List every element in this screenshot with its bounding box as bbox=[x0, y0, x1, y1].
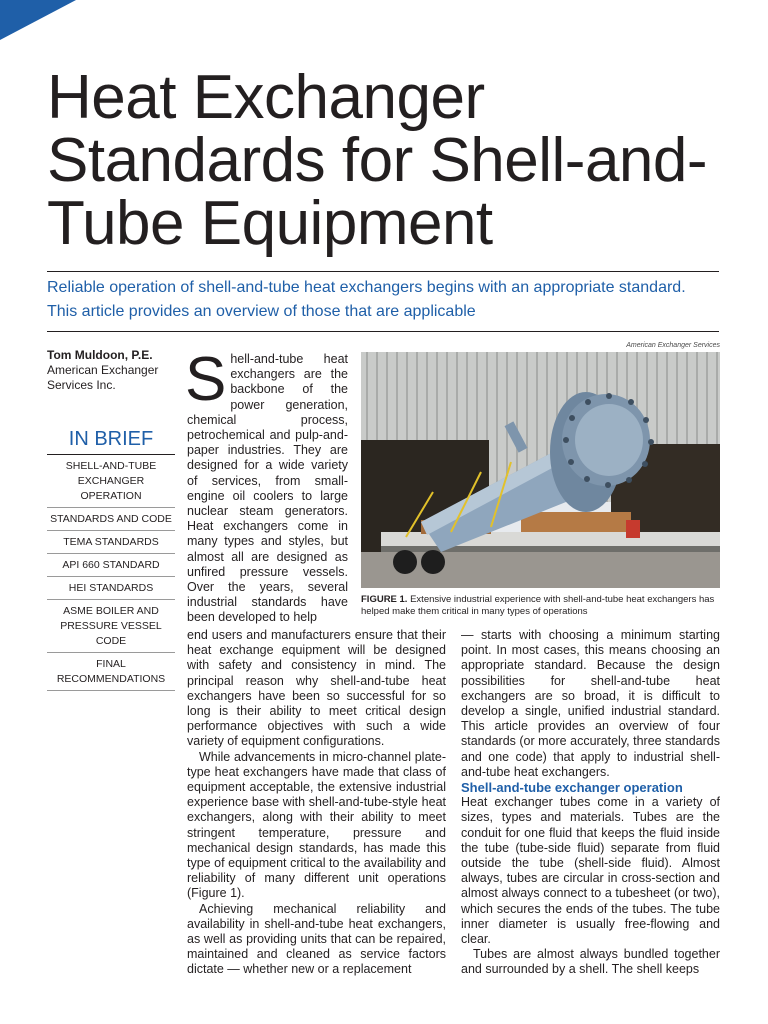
body-column-3 bbox=[461, 628, 720, 978]
author-block bbox=[47, 348, 182, 393]
in-brief-item[interactable]: API 660 STANDARD bbox=[47, 554, 175, 577]
caption-label: FIGURE 1. bbox=[361, 594, 408, 605]
body-paragraph: While advancements in micro-channel plate-type heat exchangers have made that class of equipment acceptable, the extensive industrial experience base with shell-and-tube-style heat exchangers, along with their ability to meet stringent temperature, pressure and mechanical design standards, has made this type of equipment critical to the availability and reliability of many different unit operations (Figure 1). bbox=[187, 749, 446, 901]
figure-caption bbox=[361, 594, 720, 618]
divider-bottom bbox=[47, 331, 719, 332]
in-brief-item[interactable]: FINAL RECOMMENDATIONS bbox=[47, 653, 175, 691]
in-brief-heading: IN BRIEF bbox=[68, 428, 154, 450]
deck-line-1: Reliable operation of shell-and-tube heat exchangers begins with an appropriate standard. bbox=[47, 279, 686, 296]
author-affiliation: American Exchanger Services Inc. bbox=[47, 363, 159, 392]
deck-line-2: This article provides an overview of those that are applicable bbox=[47, 303, 476, 320]
body-column-1 bbox=[185, 345, 348, 626]
body-paragraph: Tubes are almost always bundled together and surrounded by a shell. The shell keeps bbox=[461, 947, 720, 977]
article-deck bbox=[47, 276, 719, 324]
corner-accent bbox=[0, 0, 76, 40]
author-name: Tom Muldoon, P.E. bbox=[47, 348, 153, 362]
divider-top bbox=[47, 271, 719, 272]
section-heading: Shell-and-tube exchanger operation bbox=[461, 780, 683, 796]
body-column-2 bbox=[187, 628, 446, 978]
drop-cap: S bbox=[185, 345, 227, 414]
body-paragraph: — starts with choosing a minimum starting point. In most cases, this means choosing an appropriate standard. Because the design possibilities for shell-and-tube heat exchangers are so broad, it is difficult to develop a single, unified industrial standard. This article provides an overview of four standards (or more accurately, three standards and one code) that apply to industrial shell-and-tube heat exchangers. bbox=[461, 628, 720, 779]
photo-credit: American Exchanger Services bbox=[626, 342, 720, 349]
article-title: Heat Exchanger Standards for Shell-and-Tube Equipment bbox=[47, 63, 708, 258]
heat-exchanger-photo bbox=[361, 352, 720, 588]
figure-photo bbox=[361, 352, 720, 588]
in-brief-item[interactable]: SHELL-AND-TUBE EXCHANGER OPERATION bbox=[47, 455, 175, 508]
body-paragraph: end users and manufacturers ensure that their heat exchange equipment will be designed with safety and consistency in mind. The principal reason why shell-and-tube heat exchangers have been so successful for so long is their ability to meet critical design performance objectives with such a wide variety of equipment configurations. bbox=[187, 628, 446, 749]
body-paragraph: Heat exchanger tubes come in a variety of sizes, types and materials. Tubes are the conduit for one fluid that keeps the fluid inside the tube (tube-side fluid) separate from fluid outside the tube (shell-side fluid). Almost always, tubes are circular in cross-section and almost always connect to a tubesheet (or two), which secures the ends of the tubes. The tube inner diameter is usually free-flowing and clear. bbox=[461, 795, 720, 947]
in-brief-list bbox=[47, 454, 175, 691]
body-paragraph: hell-and-tube heat exchangers are the backbone of the power generation, chemical process, petrochemical and pulp-and-paper industries. They are designed for a wide variety of services, from small-engine oil coolers to large nuclear steam generators. Heat exchangers come in many types and styles, but almost all are designed as unfired pressure vessels. Over the years, several industrial standards have been developed to help bbox=[187, 352, 348, 625]
in-brief-item[interactable]: HEI STANDARDS bbox=[47, 577, 175, 600]
in-brief-item[interactable]: TEMA STANDARDS bbox=[47, 531, 175, 554]
body-paragraph: Achieving mechanical reliability and availability in shell-and-tube heat exchangers, as well as providing units that can be repaired, maintained and cleaned as service factors dictate — whether new or a replacement bbox=[187, 901, 446, 977]
caption-text: Extensive industrial experience with shell-and-tube heat exchangers has helped make them critical in many types of operations bbox=[361, 594, 715, 617]
in-brief-item[interactable]: STANDARDS AND CODE bbox=[47, 508, 175, 531]
in-brief-item[interactable]: ASME BOILER AND PRESSURE VESSEL CODE bbox=[47, 600, 175, 653]
